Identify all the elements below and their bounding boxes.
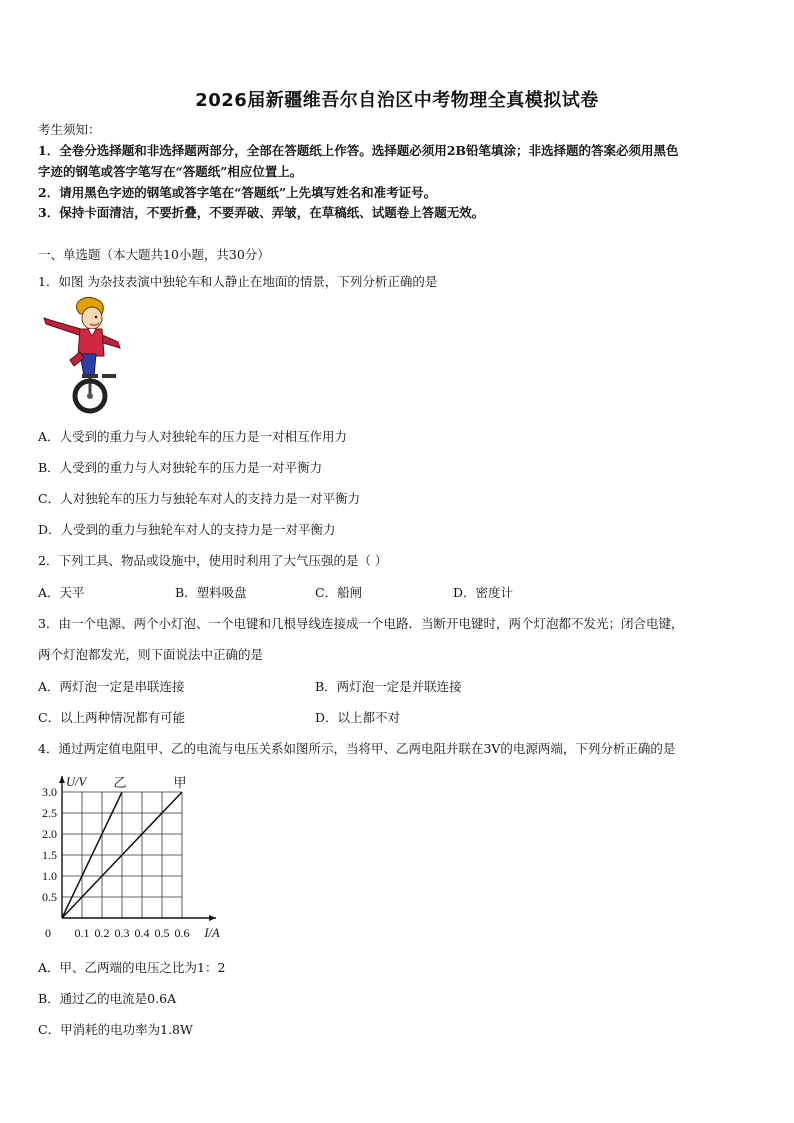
x-tick-label: 0.3	[114, 926, 130, 940]
notice-item-1-cont: 字迹的钢笔或答字笔写在“答题纸”相应位置上。	[38, 164, 303, 179]
notice-item-2: 2．请用黑色字迹的钢笔或答字笔在“答题纸”上先填写姓名和准考证号。	[38, 185, 437, 200]
u-i-graph	[34, 770, 234, 942]
y-axis-label: U/V	[66, 775, 87, 789]
y-tick-label: 1.0	[42, 869, 57, 883]
question-3-option-b: B．两灯泡一定是并联连接	[315, 679, 462, 694]
question-1-option-d: D．人受到的重力与独轮车对人的支持力是一对平衡力	[38, 522, 336, 537]
question-3-option-a: A．两灯泡一定是串联连接	[38, 679, 185, 694]
question-2-option-d: D．密度计	[453, 585, 514, 600]
question-3-option-d: D．以上都不对	[315, 710, 401, 725]
y-axis-arrow	[59, 776, 65, 783]
section-heading: 一、单选题（本大题共10小题，共30分）	[38, 247, 270, 262]
x-axis-arrow	[209, 915, 216, 921]
question-2-option-c: C．船闸	[315, 585, 363, 600]
question-4-stem: 4．通过两定值电阻甲、乙的电流与电压关系如图所示，当将甲、乙两电阻并联在3V的电源两端，下列分析正确的是	[38, 741, 676, 756]
graph-labels	[42, 775, 220, 940]
notice-heading: 考生须知：	[38, 122, 101, 137]
y-tick-label: 0.5	[42, 890, 57, 904]
series-label-1: 甲	[173, 775, 187, 790]
question-2-option-b: B．塑料吸盘	[175, 585, 247, 600]
graph-axes	[59, 776, 216, 921]
origin-label: 0	[45, 926, 51, 940]
question-3-option-c: C．以上两种情况都有可能	[38, 710, 186, 725]
question-2-stem: 2．下列工具、物品或设施中，使用时利用了大气压强的是（ ）	[38, 553, 388, 568]
question-1-stem: 1．如图 为杂技表演中独轮车和人静止在地面的情景，下列分析正确的是	[38, 274, 438, 289]
question-3-stem-line-1: 3．由一个电源、两个小灯泡、一个电键和几根导线连接成一个电路．当断开电键时，两个灯泡都不发光；闭合电键，	[38, 616, 684, 631]
question-1-option-c: C．人对独轮车的压力与独轮车对人的支持力是一对平衡力	[38, 491, 361, 506]
question-1-option-a: A．人受到的重力与人对独轮车的压力是一对相互作用力	[38, 429, 348, 444]
y-tick-label: 3.0	[42, 785, 57, 799]
page-title: 2026届新疆维吾尔自治区中考物理全真模拟试卷	[195, 90, 599, 111]
question-4-option-c: C．甲消耗的电功率为1.8W	[38, 1022, 193, 1037]
x-tick-label: 0.5	[154, 926, 170, 940]
notice-item-1: 1．全卷分选择题和非选择题两部分，全部在答题纸上作答。选择题必须用2B铅笔填涂；非选择题的答案必须用黑色	[38, 143, 679, 158]
x-tick-label: 0.1	[74, 926, 90, 940]
x-tick-label: 0.4	[134, 926, 150, 940]
x-tick-label: 0.2	[94, 926, 110, 940]
notice-item-3: 3．保持卡面清洁，不要折叠，不要弄破、弄皱，在草稿纸、试题卷上答题无效。	[38, 205, 485, 220]
y-tick-label: 1.5	[42, 848, 57, 862]
question-2-option-a: A．天平	[38, 585, 85, 600]
x-axis-label: I/A	[204, 926, 220, 940]
question-4-option-b: B．通过乙的电流是0.6A	[38, 991, 177, 1006]
question-1-option-b: B．人受到的重力与人对独轮车的压力是一对平衡力	[38, 460, 323, 475]
question-3-stem-line-2: 两个灯泡都发光，则下面说法中正确的是	[38, 647, 264, 662]
x-tick-label: 0.6	[174, 926, 190, 940]
series-label-0: 乙	[113, 775, 127, 790]
question-4-option-a: A．甲、乙两端的电压之比为1：2	[38, 960, 226, 975]
y-tick-label: 2.5	[42, 806, 57, 820]
unicyclist-figure	[40, 296, 130, 414]
y-tick-label: 2.0	[42, 827, 57, 841]
